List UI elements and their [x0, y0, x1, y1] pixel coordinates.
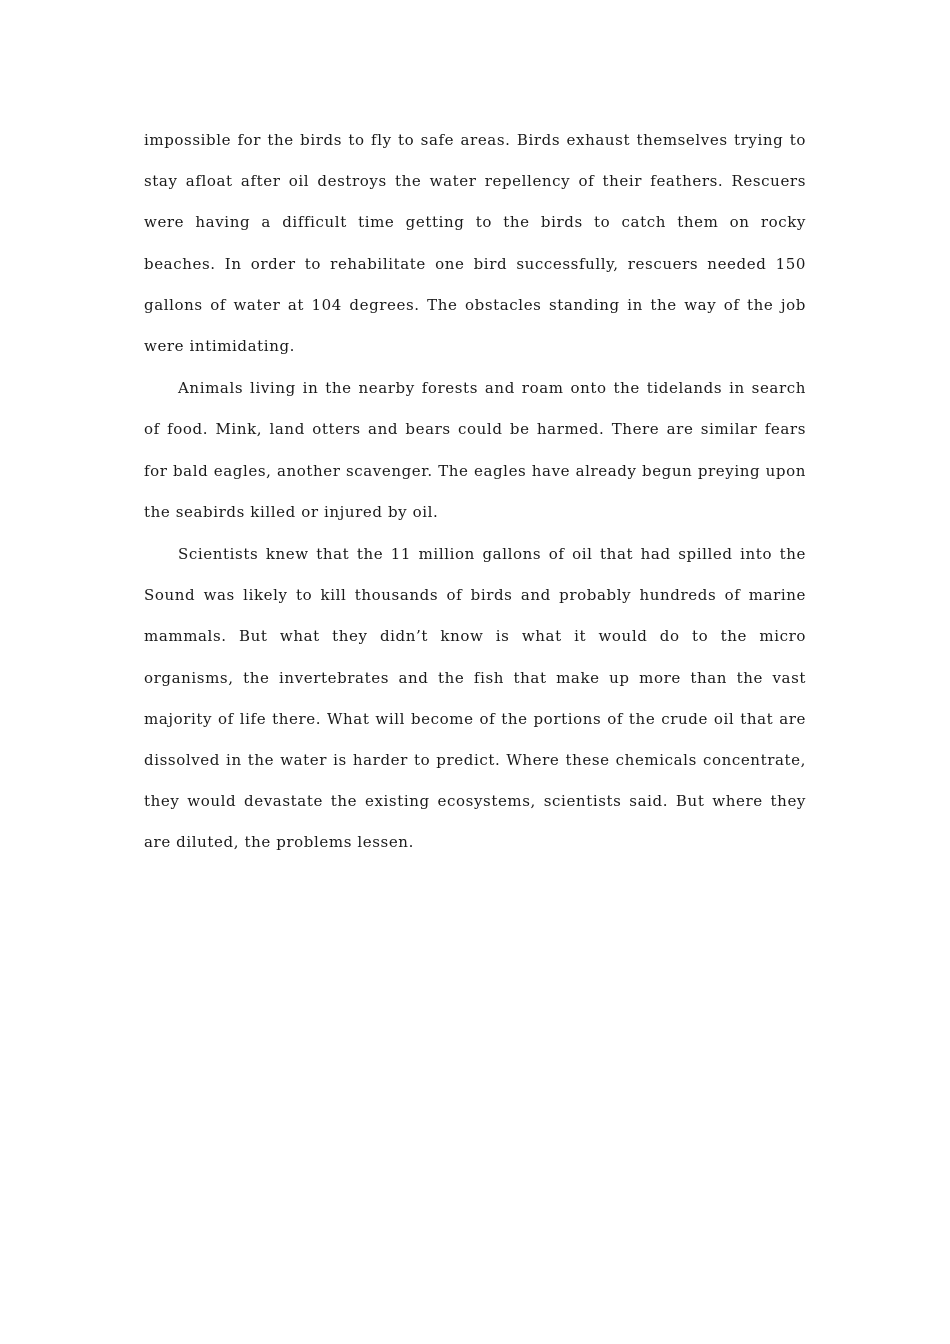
document-body	[144, 120, 806, 865]
paragraph-animals: Animals living in the nearby forests and roam onto the tidelands in search of food. Mink, land otters and bears could be harmed. There are similar fears for bald eagles, another scavenger. The eagles have already begun preying upon the seabirds killed or injured by oil.	[144, 379, 806, 521]
paragraph-scientists: Scientists knew that the 11 million gallons of oil that had spilled into the Sound was likely to kill thousands of birds and probably hundreds of marine mammals. But what they didn’t know is what it would do to the micro organisms, the invertebrates and the fish that make up more than the vast majority of life there. What will become of the portions of the crude oil that are dissolved in the water is harder to predict. Where these chemicals concentrate, they would devastate the existing ecosystems, scientists said. But where they are diluted, the problems lessen.	[144, 545, 806, 852]
paragraph-birds-rescue: impossible for the birds to fly to safe areas. Birds exhaust themselves trying to stay afloat after oil destroys the water repellency of their feathers. Rescuers were having a difficult time getting to the birds to catch them on rocky beaches. In order to rehabilitate one bird successfully, rescuers needed 150 gallons of water at 104 degrees. The obstacles standing in the way of the job were intimidating.	[144, 131, 806, 356]
